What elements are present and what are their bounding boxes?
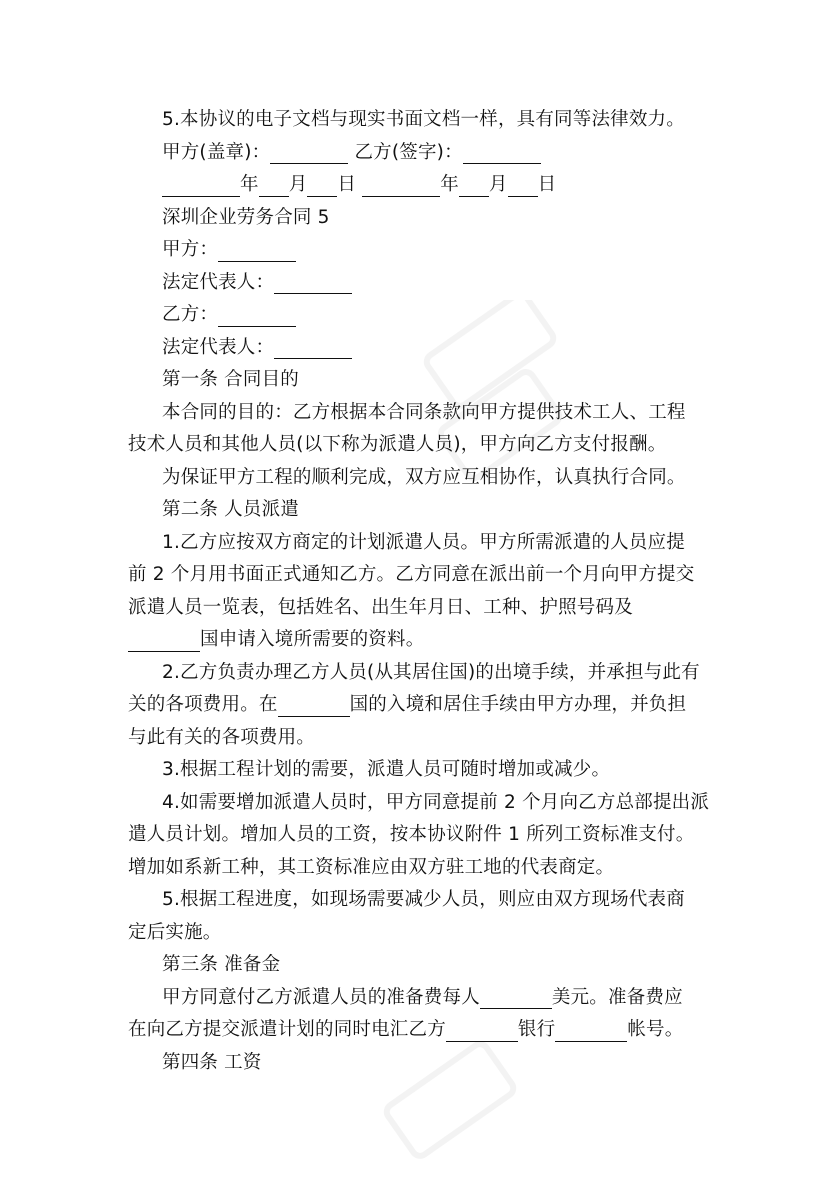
- party-b-blank: [218, 304, 296, 327]
- article-2-item-3: 3.根据工程计划的需要，派遣人员可随时增加或减少。: [162, 759, 611, 780]
- article-1-text-1: 本合同的目的：乙方根据本合同条款向甲方提供技术工人、工程: [162, 401, 686, 423]
- article-2-heading: 第二条 人员派遣: [162, 499, 299, 520]
- article-2-item-4-line-3: 增加如系新工种，其工资标准应由双方驻工地的代表商定。: [128, 856, 615, 878]
- article-2-item-4-line-2: 遣人员计划。增加人员的工资，按本协议附件 1 所列工资标准支付。: [128, 824, 695, 845]
- country-blank-1: [128, 629, 200, 652]
- article-2-item-2-line-3: 与此有关的各项费用。: [128, 726, 316, 748]
- article-2-item-1-line-1: 1.乙方应按双方商定的计划派遣人员。甲方所需派遣的人员应提: [162, 531, 685, 553]
- article-1-text-2: 技术人员和其他人员(以下称为派遣人员)，甲方向乙方支付报酬。: [128, 434, 667, 455]
- article-3-line-1: [128, 982, 710, 1015]
- bank-blank: [446, 1019, 518, 1042]
- day-label-2: 日: [537, 174, 557, 195]
- article-1-text-3: 为保证甲方工程的顺利完成，双方应互相协作，认真执行合同。: [162, 466, 686, 488]
- day-blank: [307, 174, 337, 197]
- article-3-part-c: 在向乙方提交派遣计划的同时电汇乙方: [128, 1019, 446, 1040]
- party-a-rep-blank: [274, 271, 352, 294]
- article-2-item-2-part-a: 关的各项费用。在: [128, 694, 278, 715]
- article-2-item-5-line-1: 5.根据工程进度，如现场需要减少人员，则应由双方现场代表商: [162, 889, 685, 910]
- article-4-heading: 第四条 工资: [162, 1051, 262, 1073]
- party-a-label: 甲方：: [162, 239, 219, 260]
- year-blank-2: [362, 174, 440, 197]
- country-blank-2: [278, 694, 350, 717]
- party-a-rep-label: 法定代表人：: [162, 271, 275, 293]
- article-3-line-2: [128, 1014, 710, 1047]
- article-3-part-e: 帐号。: [627, 1019, 684, 1040]
- party-b-label: 乙方：: [162, 304, 219, 325]
- paragraph-clause-5: 5.本协议的电子文档与现实书面文档一样，具有同等法律效力。: [162, 109, 685, 130]
- party-b-rep-blank: [274, 336, 352, 359]
- document-body: [128, 104, 710, 1079]
- month-blank: [259, 174, 289, 197]
- article-3-part-b: 美元。准备费应: [551, 986, 683, 1008]
- party-b-rep-label: 法定代表人：: [162, 336, 275, 358]
- party-a-rep-line: [128, 267, 710, 300]
- year-label-2: 年: [440, 174, 459, 195]
- article-3-part-d: 银行: [517, 1019, 556, 1040]
- article-2-item-1-tail: 国申请入境所需要的资料。: [200, 629, 425, 650]
- article-2-item-2-line-2: [128, 689, 710, 722]
- party-a-blank: [218, 239, 296, 262]
- year-label: 年: [240, 174, 259, 195]
- article-2-item-2-part-b: 国的入境和居住手续由甲方办理，并负担: [349, 694, 687, 715]
- party-a-seal-blank: [270, 141, 348, 164]
- article-2-item-2-line-1: 2.乙方负责办理乙方人员(从其居住国)的出境手续，并承担与此有: [162, 661, 700, 683]
- article-2-item-1-line-2: 前 2 个月用书面正式通知乙方。乙方同意在派出前一个月向甲方提交: [128, 564, 695, 585]
- article-2-item-5-line-2: 定后实施。: [128, 921, 222, 943]
- party-b-rep-line: [128, 332, 710, 365]
- amount-blank: [480, 986, 552, 1009]
- party-a-line: [128, 234, 710, 267]
- party-b-sign-blank: [463, 141, 541, 164]
- date-line: [128, 169, 710, 202]
- month-label: 月: [288, 174, 308, 195]
- contract-title: 深圳企业劳务合同 5: [162, 206, 330, 228]
- party-b-sign-label: 乙方(签字)：: [354, 141, 463, 163]
- party-a-seal-label: 甲方(盖章)：: [162, 141, 271, 163]
- party-b-line: [128, 299, 710, 332]
- article-2-item-1-line-3: 派遣人员一览表，包括姓名、出生年月日、工种、护照号码及: [128, 596, 633, 618]
- year-blank: [162, 174, 240, 197]
- account-blank: [555, 1019, 627, 1042]
- signature-line: [128, 137, 710, 170]
- article-2-item-1-line-4: [128, 624, 710, 657]
- month-label-2: 月: [488, 174, 508, 195]
- article-3-part-a: 甲方同意付乙方派遣人员的准备费每人: [162, 986, 480, 1008]
- day-blank-2: [508, 174, 538, 197]
- month-blank-2: [459, 174, 489, 197]
- article-2-item-4-line-1: 4.如需要增加派遣人员时，甲方同意提前 2 个月向乙方总部提出派: [162, 791, 710, 813]
- article-3-heading: 第三条 准备金: [162, 954, 281, 975]
- article-1-heading: 第一条 合同目的: [162, 369, 299, 390]
- day-label: 日: [337, 174, 357, 195]
